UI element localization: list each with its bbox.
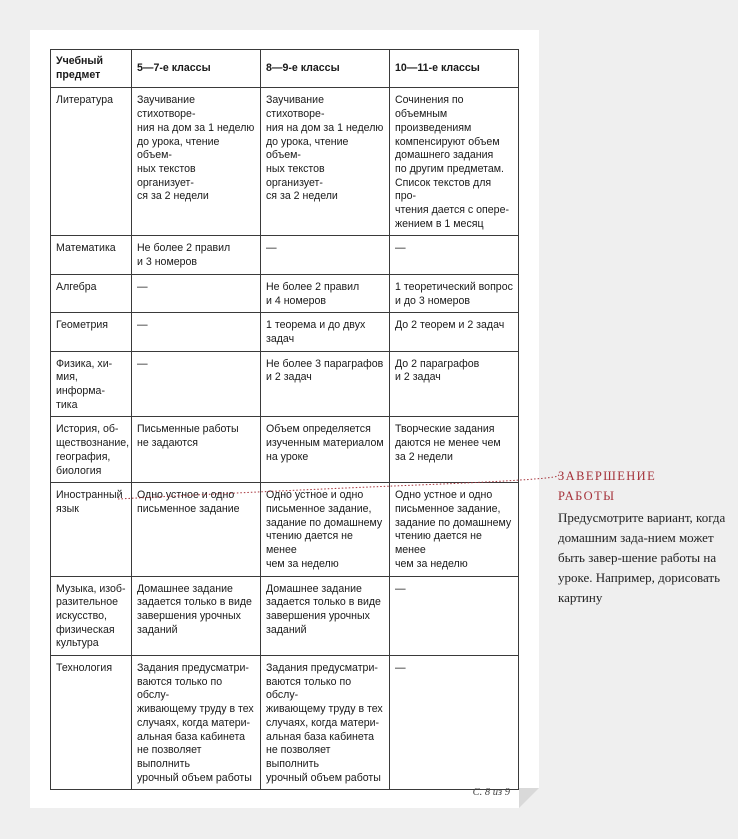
table-cell: До 2 параграфов и 2 задач <box>390 351 519 417</box>
table-cell: До 2 теорем и 2 задач <box>390 313 519 351</box>
table-cell: — <box>132 313 261 351</box>
table-cell: Заучивание стихотворе- ния на дом за 1 неделю до урока, чтение объем- ных текстов организует- ся за 2 недели <box>261 88 390 236</box>
table-cell: Не более 2 правил и 4 номеров <box>261 274 390 312</box>
table-cell: Одно устное и одно письменное задание, задание по домашнему чтению дается не менее чем за неделю <box>390 483 519 576</box>
page-corner-fold <box>519 788 539 808</box>
subject-cell: Литература <box>51 88 132 236</box>
note-title: ЗАВЕРШЕНИЕ РАБОТЫ <box>558 469 657 503</box>
table-cell: Одно устное и одно письменное задание, задание по домашнему чтению дается не менее чем за неделю <box>261 483 390 576</box>
table-cell: — <box>390 236 519 274</box>
table-row <box>51 274 519 312</box>
table-cell: Сочинения по объемным произведениям компенсируют объем домашнего задания по другим предметам. Список текстов для про- чтения дается с опере- жением в 1 месяц <box>390 88 519 236</box>
annotation-leader-line <box>118 471 558 501</box>
margin-note <box>558 466 728 608</box>
table-cell: — <box>390 656 519 790</box>
table-cell: Домашнее задание задается только в виде завершения урочных заданий <box>132 576 261 656</box>
table-cell: Задания предусматри- ваются только по обслу- живающему труду в тех случаях, когда матери- альная база кабинета не позволяет выполнить урочный объем работы <box>261 656 390 790</box>
subject-cell: Технология <box>51 656 132 790</box>
table-row <box>51 236 519 274</box>
table-cell: — <box>132 351 261 417</box>
table-header-row <box>51 50 519 88</box>
table-row <box>51 656 519 790</box>
table-cell: — <box>261 236 390 274</box>
table-cell: Объем определяется изученным материалом на уроке <box>261 417 390 483</box>
table-cell: Домашнее задание задается только в виде завершения урочных заданий <box>261 576 390 656</box>
table-cell: Не более 2 правил и 3 номеров <box>132 236 261 274</box>
table-row <box>51 88 519 236</box>
subject-cell: Алгебра <box>51 274 132 312</box>
table-cell: Одно устное и одно письменное задание <box>132 483 261 576</box>
table-cell: Письменные работы не задаются <box>132 417 261 483</box>
header-grades-10-11: 10—11-е классы <box>390 50 519 88</box>
homework-table <box>50 49 519 790</box>
header-grades-8-9: 8—9-е классы <box>261 50 390 88</box>
page-number: С. 8 из 9 <box>472 787 510 798</box>
note-body: Предусмотрите вариант, когда домашним зада-нием может быть завер-шение работы на уроке. Например, дорисовать картину <box>558 510 726 605</box>
table-cell: 1 теоретический вопрос и до 3 номеров <box>390 274 519 312</box>
table-cell: 1 теорема и до двух задач <box>261 313 390 351</box>
header-grades-5-7: 5—7-е классы <box>132 50 261 88</box>
table-cell: — <box>132 274 261 312</box>
subject-cell: Музыка, изоб- разительное искусство, физическая культура <box>51 576 132 656</box>
subject-cell: История, об- ществознание, география, биология <box>51 417 132 483</box>
subject-cell: Геометрия <box>51 313 132 351</box>
table-cell: Задания предусматри- ваются только по обслу- живающему труду в тех случаях, когда матери- альная база кабинета не позволяет выполнить урочный объем работы <box>132 656 261 790</box>
table-cell: — <box>390 576 519 656</box>
header-subject: Учебный предмет <box>51 50 132 88</box>
subject-cell: Иностранный язык <box>51 483 132 576</box>
table-row <box>51 351 519 417</box>
table-cell: Творческие задания даются не менее чем за 2 недели <box>390 417 519 483</box>
subject-cell: Математика <box>51 236 132 274</box>
table-row <box>51 313 519 351</box>
table-cell: Не более 3 параграфов и 2 задач <box>261 351 390 417</box>
table-row <box>51 576 519 656</box>
table-cell: Заучивание стихотворе- ния на дом за 1 неделю до урока, чтение объем- ных текстов организует- ся за 2 недели <box>132 88 261 236</box>
subject-cell: Физика, хи- мия, информа- тика <box>51 351 132 417</box>
